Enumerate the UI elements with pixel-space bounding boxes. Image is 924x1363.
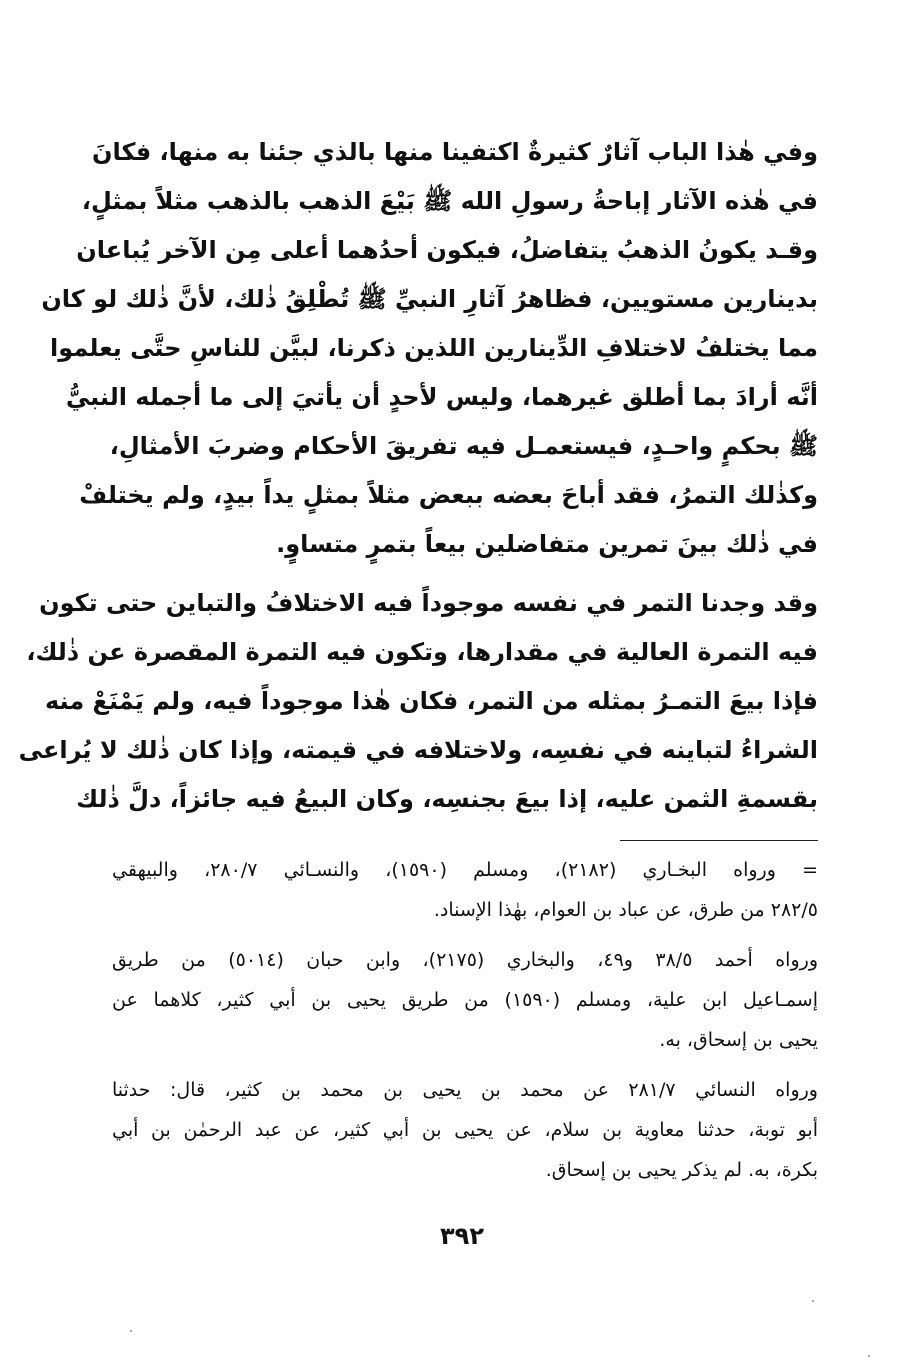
text-line: في ذٰلك بينَ تمرين متفاضلين بيعاً بتمرٍ متساوٍ.	[276, 530, 818, 558]
footnote-3	[112, 1070, 818, 1190]
footnote-line: = ورواه البخـاري (٢١٨٢)، ومسلم (١٥٩٠)، والنسـائي ٢٨٠/٧، والبيهقي	[112, 859, 818, 881]
page-number: ٣٩٢	[440, 1222, 484, 1250]
text-line: فيه التمرة العالية في مقدارها، وتكون فيه التمرة المقصرة عن ذٰلك،	[26, 638, 818, 666]
text-line: بقسمةِ الثمن عليه، إذا بيعَ بجنسِه، وكان البيعُ فيه جائزاً، دلَّ ذٰلك	[76, 785, 818, 813]
footnote-line: إسمـاعيل ابن علية، ومسلم (١٥٩٠) من طريق يحيى بن أبي كثير، كلاهما عن	[112, 989, 818, 1011]
footnotes	[112, 850, 818, 1190]
text-line: وفي هٰذا الباب آثارٌ كثيرةٌ اكتفينا منها بالذي جئنا به منها، فكانَ	[92, 138, 818, 166]
text-line: أنَّه أرادَ بما أطلق غيرهما، وليس لأحدٍ أن يأتيَ إلى ما أجمله النبيُّ	[65, 383, 818, 411]
footnote-line: ورواه أحمد ٣٨/٥ و٤٩، والبخاري (٢١٧٥)، وابن حبان (٥٠١٤) من طريق	[112, 949, 818, 971]
text-line: ﷺ بحكمٍ واحـدٍ، فيستعمـل فيه تفريقَ الأحكام وضربَ الأمثالِ،	[109, 432, 818, 460]
footnote-line: يحيى بن إسحاق، به.	[659, 1029, 818, 1051]
scan-speck	[130, 1330, 132, 1332]
main-text	[18, 128, 818, 824]
text-line: فإذا بيعَ التمـرُ بمثله من التمر، فكان هٰذا موجوداً فيه، ولم يَمْنَعْ منه	[44, 687, 818, 715]
paragraph-2	[18, 579, 818, 824]
footnote-line: ٢٨٢/٥ من طرق، عن عباد بن العوام، بهٰذا الإسناد.	[433, 899, 818, 921]
paragraph-1	[41, 128, 818, 569]
text-line: الشراءُ لتباينه في نفسِه، ولاختلافه في قيمته، وإذا كان ذٰلك لا يُراعى	[18, 736, 818, 764]
footnote-line: ورواه النسائي ٢٨١/٧ عن محمد بن يحيى بن محمد بن كثير، قال: حدثنا	[112, 1079, 818, 1101]
scan-speck	[868, 1355, 870, 1357]
text-line: مما يختلفُ لاختلافِ الدِّينارين اللذين ذكرنا، لبيَّن للناسِ حتَّى يعلموا	[50, 334, 818, 362]
scan-speck	[812, 1300, 814, 1302]
text-line: بدينارين مستويين، فظاهرُ آثارِ النبيِّ ﷺ تُطْلِقُ ذٰلك، لأنَّ ذٰلك لو كان	[41, 285, 818, 313]
text-line: وقد وجدنا التمر في نفسه موجوداً فيه الاختلافُ والتباين حتى تكون	[39, 589, 818, 617]
footnote-2	[112, 940, 818, 1060]
text-line: وكذٰلك التمرُ، فقد أباحَ بعضه ببعض مثلاً بمثلٍ يداً بيدٍ، ولم يختلفْ	[79, 481, 818, 509]
footnote-line: أبو توبة، حدثنا معاوية بن سلام، عن يحيى بن أبي كثير، عن عبد الرحمٰن بن أبي	[112, 1119, 818, 1141]
text-line: في هٰذه الآثار إباحةُ رسولِ الله ﷺ بَيْعَ الذهب بالذهب مثلاً بمثلٍ،	[81, 187, 818, 215]
footnote-separator	[620, 840, 818, 841]
text-line: وقـد يكونُ الذهبُ يتفاضلُ، فيكون أحدُهما أعلى مِن الآخر يُباعان	[76, 236, 818, 264]
footnote-1	[112, 850, 818, 930]
footnote-line: بكرة، به. لم يذكر يحيى بن إسحاق.	[545, 1159, 818, 1181]
